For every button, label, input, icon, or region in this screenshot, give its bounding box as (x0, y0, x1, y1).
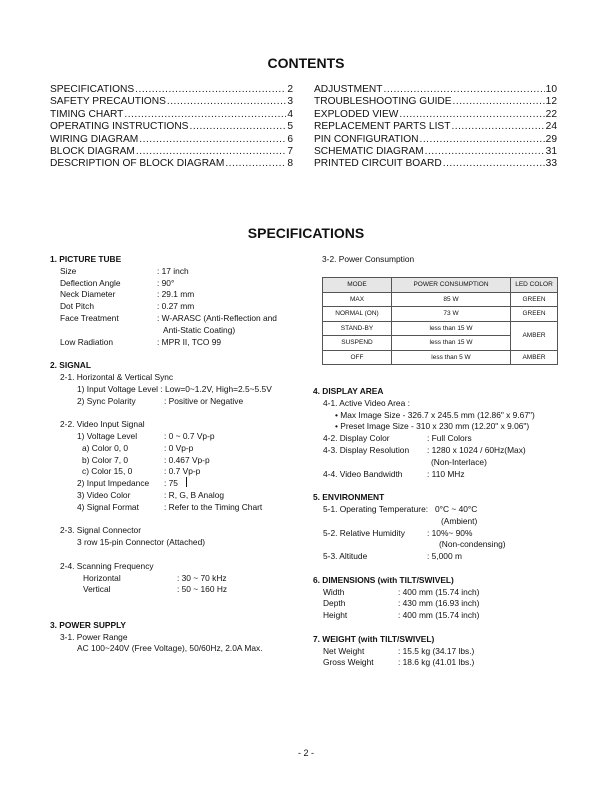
toc-entry-page: 29 (545, 133, 557, 145)
table-row (323, 350, 558, 365)
spec-row: Vertical : 50 ~ 160 Hz (83, 584, 228, 595)
toc-entry-label: SCHEMATIC DIAGRAM (314, 145, 424, 157)
section-heading: 7. WEIGHT (with TILT/SWIVEL) (313, 633, 435, 644)
toc-entry[interactable] (314, 158, 557, 170)
table-cell: GREEN (511, 307, 558, 322)
toc-left-column (50, 84, 293, 171)
toc-entry-page: 24 (545, 121, 557, 133)
spec-row: Height : 400 mm (15.74 inch) (323, 610, 480, 621)
toc-entry[interactable] (314, 84, 557, 96)
spec-row: Face Treatment : W-ARASC (Anti-Reflection and (60, 312, 277, 323)
table-cell: MAX (323, 292, 392, 307)
spec-row: (Non-condensing) (439, 539, 506, 550)
spec-row: • Preset Image Size - 310 x 230 mm (12.20" x 9.06") (335, 421, 530, 432)
spec-row: 3 row 15-pin Connector (Attached) (77, 537, 206, 548)
spec-row: (Non-Interlace) (431, 456, 487, 467)
toc-entry-page: 4 (287, 108, 293, 120)
spec-row: Dot Pitch : 0.27 mm (60, 301, 195, 312)
spec-row: 4-4. Video Bandwidth : 110 MHz (323, 468, 465, 479)
table-row (323, 292, 558, 307)
toc-entry[interactable] (314, 109, 557, 121)
spec-row: 1) Input Voltage Level : Low=0~1.2V, High=2.5~5.5V (77, 383, 272, 394)
spec-row: (Ambient) (441, 515, 478, 526)
toc-entry[interactable] (50, 121, 293, 133)
spec-row: Low Radiation : MPR II, TCO 99 (60, 336, 222, 347)
spec-row: b) Color 7, 0 : 0.467 Vp-p (82, 454, 210, 465)
toc-entry-label: DESCRIPTION OF BLOCK DIAGRAM (50, 158, 225, 170)
table-cell: OFF (323, 350, 392, 365)
toc-entry[interactable] (50, 84, 293, 96)
toc-entry-page: 2 (287, 84, 293, 95)
spec-row: 5-1. Operating Temperature: 0°C ~ 40°C (323, 503, 478, 514)
toc-entry-label: EXPLODED VIEW (314, 108, 399, 120)
toc-entry[interactable] (314, 146, 557, 158)
spec-row: 2) Input Impedance : 75 (50, 478, 310, 490)
contents-title: CONTENTS (267, 55, 345, 71)
table-cell: AMBER (511, 321, 558, 350)
toc-entry[interactable] (314, 134, 557, 146)
toc-entry[interactable] (50, 109, 293, 121)
toc-entry-page: 5 (287, 121, 293, 133)
spec-row: 4-1. Active Video Area : (323, 397, 410, 408)
page-number: - 2 - (297, 748, 314, 758)
toc-entry-page: 6 (287, 133, 293, 145)
toc-entry-label: SPECIFICATIONS (50, 84, 135, 95)
spec-row: Anti-Static Coating) (163, 324, 236, 335)
table-cell: SUSPEND (323, 336, 392, 351)
toc-entry-label: WIRING DIAGRAM (50, 133, 139, 145)
table-cell: less than 15 W (392, 321, 511, 336)
table-header: MODE (323, 278, 392, 293)
spec-row: 2-4. Scanning Frequency (60, 560, 154, 571)
table-row (323, 307, 558, 322)
toc-entry-page: 10 (545, 84, 557, 95)
spec-row: 3) Video Color : R, G, B Analog (77, 489, 225, 500)
table-cell: less than 5 W (392, 350, 511, 365)
table-cell: 73 W (392, 307, 511, 322)
spec-row: Size : 17 inch (60, 265, 189, 276)
toc-entry-label: PRINTED CIRCUIT BOARD (314, 158, 442, 170)
spec-row: 4-2. Display Color : Full Colors (323, 433, 472, 444)
toc-entry-label: ADJUSTMENT (314, 84, 383, 95)
specs-left-column (50, 254, 310, 655)
toc-entry-page: 7 (287, 145, 293, 157)
toc-entry[interactable] (50, 158, 293, 170)
spec-row: c) Color 15, 0 : 0.7 Vp-p (82, 466, 201, 477)
toc-entry-label: TROUBLESHOOTING GUIDE (314, 96, 452, 108)
spec-row: 2) Sync Polarity : Positive or Negative (77, 395, 244, 406)
spec-row: 5-3. Altitude : 5,000 m (323, 551, 462, 562)
spec-row: 3-1. Power Range (60, 631, 128, 642)
table-row (323, 321, 558, 336)
toc-entry-label: PIN CONFIGURATION (314, 133, 419, 145)
table-header: POWER CONSUMPTION (392, 278, 511, 293)
section-heading: 3. POWER SUPPLY (50, 619, 127, 630)
toc-entry-page: 33 (545, 158, 557, 170)
spec-row: a) Color 0, 0 : 0 Vp-p (82, 442, 194, 453)
toc-entry-label: BLOCK DIAGRAM (50, 145, 135, 157)
toc-entry-label: SAFETY PRECAUTIONS (50, 96, 166, 108)
spec-row: 5-2. Relative Humidity : 10%~ 90% (323, 527, 473, 538)
spec-row: Width : 400 mm (15.74 inch) (323, 586, 480, 597)
spec-row: 4-3. Display Resolution : 1280 x 1024 / 60Hz(Max) (323, 444, 526, 455)
section-heading: 2. SIGNAL (50, 360, 91, 371)
section-heading: 5. ENVIRONMENT (313, 492, 385, 503)
toc-entry-page: 22 (545, 108, 557, 120)
table-cell: AMBER (511, 350, 558, 365)
specs-right-column (313, 386, 573, 669)
toc-entry[interactable] (50, 134, 293, 146)
spec-row: Gross Weight : 18.6 kg (41.01 lbs.) (323, 657, 475, 668)
section-heading: 4. DISPLAY AREA (313, 386, 384, 396)
table-header: LED COLOR (511, 278, 558, 293)
spec-row: 2-2. Video Input Signal (60, 419, 145, 430)
spec-row: 1) Voltage Level : 0 ~ 0.7 Vp-p (77, 430, 215, 441)
toc-entry-page: 8 (287, 158, 293, 170)
spec-row: Depth : 430 mm (16.93 inch) (323, 598, 480, 609)
spec-row: • Max Image Size - 326.7 x 245.5 mm (12.86" x 9.67") (335, 409, 535, 420)
section-heading: 1. PICTURE TUBE (50, 254, 122, 264)
toc-entry-label: REPLACEMENT PARTS LIST (314, 121, 451, 133)
table-cell: GREEN (511, 292, 558, 307)
toc-entry-label: TIMING CHART (50, 108, 124, 120)
spec-row: Neck Diameter : 29.1 mm (60, 289, 195, 300)
spec-row: 2-1. Horizontal & Vertical Sync (60, 371, 174, 382)
power-consumption-table (322, 277, 558, 365)
spec-row: Net Weight : 15.5 kg (34.17 lbs.) (323, 645, 475, 656)
toc-entry[interactable] (50, 146, 293, 158)
table-cell: 85 W (392, 292, 511, 307)
power-consumption-heading: 3-2. Power Consumption (322, 254, 415, 264)
toc-entry-page: 31 (545, 145, 557, 157)
specifications-title: SPECIFICATIONS (247, 225, 365, 241)
table-cell: NORMAL (ON) (323, 307, 392, 322)
spec-row: Horizontal : 30 ~ 70 kHz (83, 572, 227, 583)
spec-row: 2-3. Signal Connector (60, 525, 142, 536)
toc-entry[interactable] (314, 96, 557, 108)
section-heading: 6. DIMENSIONS (with TILT/SWIVEL) (313, 574, 454, 585)
table-cell: less than 15 W (392, 336, 511, 351)
spec-row: Deflection Angle : 90° (60, 277, 175, 288)
toc-right-column (314, 84, 557, 171)
toc-entry[interactable] (50, 96, 293, 108)
toc-entry-label: OPERATING INSTRUCTIONS (50, 121, 189, 133)
table-cell: STAND-BY (323, 321, 392, 336)
toc-entry-page: 12 (545, 96, 557, 108)
toc-entry-page: 3 (287, 96, 293, 108)
spec-row: 4) Signal Format : Refer to the Timing Chart (77, 501, 263, 512)
ohm-mark (186, 477, 187, 487)
spec-row: AC 100~240V (Free Voltage), 50/60Hz, 2.0A Max. (77, 643, 263, 654)
toc-entry[interactable] (314, 121, 557, 133)
